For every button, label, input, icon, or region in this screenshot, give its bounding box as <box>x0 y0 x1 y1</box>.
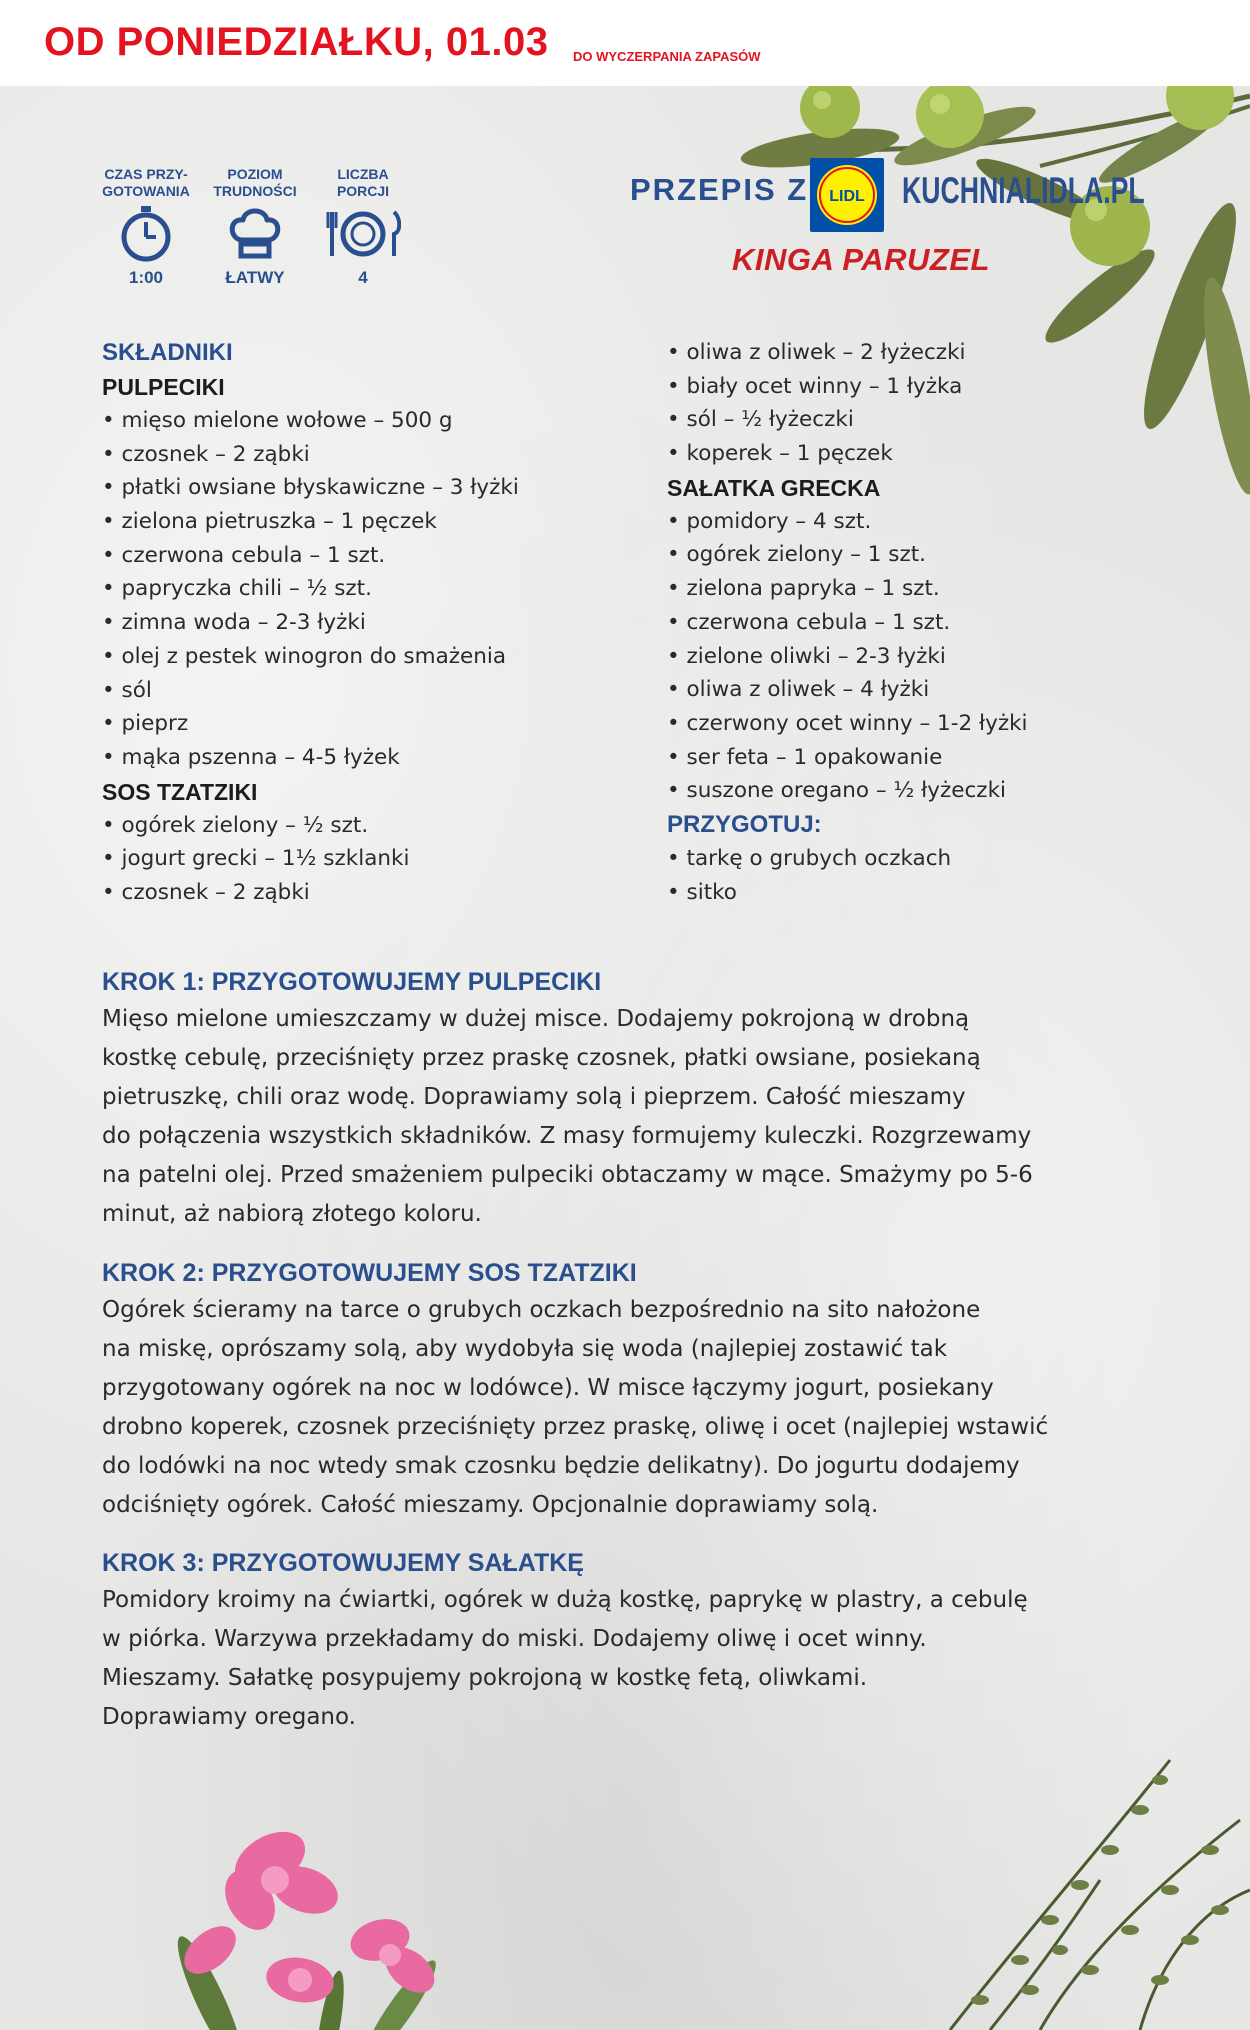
ingredients-right-column <box>667 336 1028 909</box>
stopwatch-icon <box>118 204 174 262</box>
salatka-title: SAŁATKA GRECKA <box>667 474 881 501</box>
step-1-title: KROK 1: PRZYGOTOWUJEMY PULPECIKI <box>102 968 602 996</box>
ingredients-title: SKŁADNIKI <box>102 339 233 366</box>
prep-time-label: CZAS PRZY- GOTOWANIA <box>102 166 190 199</box>
list-item: • suszone oregano – ½ łyżeczki <box>667 778 1006 804</box>
thyme-herb-image <box>920 1740 1250 2030</box>
list-item: • czerwony ocet winny – 1-2 łyżki <box>667 710 1028 736</box>
list-item: • tarkę o grubych oczkach <box>667 845 952 871</box>
difficulty-info <box>205 166 305 288</box>
header-subtitle: DO WYCZERPANIA ZAPASÓW <box>573 49 761 64</box>
list-item: • pomidory – 4 szt. <box>667 508 872 534</box>
list-item: • czerwona cebula – 1 szt. <box>667 609 951 635</box>
step-1-line: minut, aż nabiorą złotego koloru. <box>102 1201 482 1227</box>
list-item: • zielona papryka – 1 szt. <box>667 576 940 602</box>
list-item: • czosnek – 2 ząbki <box>102 879 310 905</box>
list-item: • oliwa z oliwek – 4 łyżki <box>667 677 930 703</box>
recipe-from-label: PRZEPIS Z <box>630 172 809 207</box>
servings-value: 4 <box>358 268 368 287</box>
list-item: • koperek – 1 pęczek <box>667 441 893 467</box>
step-3-line: w piórka. Warzywa przekładamy do miski. Dodajemy oliwę i ocet winny. <box>102 1626 927 1652</box>
step-1-line: kostkę cebulę, przeciśnięty przez praskę czosnek, płatki owsiane, posiekaną <box>102 1045 981 1071</box>
lidl-logo <box>810 158 884 232</box>
svg-text:LIDL: LIDL <box>829 188 865 205</box>
tzatziki-list-continued <box>667 336 1028 471</box>
step-1-line: do połączenia wszystkich składników. Z masy formujemy kuleczki. Rozgrzewamy <box>102 1123 1032 1149</box>
list-item: • sitko <box>667 879 737 905</box>
step-2-line: przygotowany ogórek na noc w lodówce). W misce łączymy jogurt, posiekany <box>102 1375 994 1401</box>
prep-time-value: 1:00 <box>128 268 164 287</box>
difficulty-value: ŁATWY <box>225 268 285 287</box>
step-1-line: Mięso mielone umieszczamy w dużej misce. Dodajemy pokrojoną w drobną <box>102 1006 970 1032</box>
chef-hat-icon <box>227 204 283 262</box>
step-3-line: Doprawiamy oregano. <box>102 1704 356 1730</box>
lidl-logo-circle <box>817 165 877 225</box>
list-item: • czosnek – 2 ząbki <box>102 441 310 467</box>
list-item: • sól <box>102 677 152 703</box>
list-item: • zielona pietruszka – 1 pęczek <box>102 509 437 535</box>
servings-label: LICZBA PORCJI <box>336 166 390 199</box>
header-bar <box>0 0 1250 86</box>
pulpeciki-list <box>102 404 519 775</box>
list-item: • papryczka chili – ½ szt. <box>102 576 372 602</box>
list-item: • mięso mielone wołowe – 500 g <box>102 408 453 433</box>
list-item: • ser feta – 1 opakowanie <box>667 744 943 770</box>
przygotuj-list <box>667 842 1028 909</box>
lidl-logo-wordmark <box>817 165 877 225</box>
list-item: • ogórek zielony – 1 szt. <box>667 542 926 568</box>
ingredients-left-column <box>102 336 519 910</box>
list-item: • zimna woda – 2-3 łyżki <box>102 610 366 636</box>
step-3-line: Pomidory kroimy na ćwiartki, ogórek w dużą kostkę, paprykę w plastry, a cebulę <box>102 1587 1028 1613</box>
step-2-line: do lodówki na noc wtedy smak czosnku będzie delikatny). Do jogurtu dodajemy <box>102 1453 1020 1479</box>
prep-time-info <box>96 166 196 288</box>
list-item: • zielone oliwki – 2-3 łyżki <box>667 643 946 669</box>
site-name: KUCHNIALIDLA.PL <box>902 170 1145 211</box>
step-2 <box>102 1255 1142 1525</box>
list-item: • czerwona cebula – 1 szt. <box>102 542 386 568</box>
pink-flower-image <box>150 1800 490 2030</box>
tzatziki-list <box>102 809 519 910</box>
step-1-line: pietruszkę, chili oraz wodę. Doprawiamy solą i pieprzem. Całość mieszamy <box>102 1084 966 1110</box>
list-item: • mąka pszenna – 4-5 łyżek <box>102 744 400 770</box>
salatka-list <box>667 505 1028 808</box>
przygotuj-title: PRZYGOTUJ: <box>667 810 822 838</box>
list-item: • ogórek zielony – ½ szt. <box>102 812 369 838</box>
step-2-title: KROK 2: PRZYGOTOWUJEMY SOS TZATZIKI <box>102 1259 637 1287</box>
list-item: • jogurt grecki – 1½ szklanki <box>102 846 410 872</box>
step-3 <box>102 1545 1142 1737</box>
list-item: • olej z pestek winogron do smażenia <box>102 643 507 669</box>
list-item: • sól – ½ łyżeczki <box>667 407 854 433</box>
step-3-line: Mieszamy. Sałatkę posypujemy pokrojoną w kostkę fetą, oliwkami. <box>102 1665 868 1691</box>
step-2-line: odciśnięty ogórek. Całość mieszamy. Opcjonalnie doprawiamy solą. <box>102 1492 879 1518</box>
pulpeciki-title: PULPECIKI <box>102 374 225 400</box>
step-2-line: Ogórek ścieramy na tarce o grubych oczkach bezpośrednio na sito nałożone <box>102 1297 981 1323</box>
difficulty-label: POZIOM TRUDNOŚCI <box>213 166 297 199</box>
list-item: • oliwa z oliwek – 2 łyżeczki <box>667 340 966 365</box>
step-1 <box>102 964 1142 1234</box>
step-1-line: na patelni olej. Przed smażeniem pulpeciki obtaczamy w mące. Smażymy po 5-6 <box>102 1162 1033 1188</box>
header-title: OD PONIEDZIAŁKU, 01.03 <box>44 20 549 64</box>
plate-cutlery-icon <box>325 204 401 262</box>
author-name: KINGA PARUZEL <box>732 242 990 277</box>
list-item: • biały ocet winny – 1 łyżka <box>667 373 963 399</box>
list-item: • pieprz <box>102 711 189 737</box>
list-item: • płatki owsiane błyskawiczne – 3 łyżki <box>102 475 519 501</box>
tzatziki-title: SOS TZATZIKI <box>102 778 258 805</box>
servings-info <box>313 166 413 288</box>
step-2-line: drobno koperek, czosnek przeciśnięty przez praskę, oliwę i ocet (najlepiej wstawić <box>102 1414 1049 1440</box>
step-3-title: KROK 3: PRZYGOTOWUJEMY SAŁATKĘ <box>102 1549 584 1577</box>
step-2-line: na miskę, oprószamy solą, aby wydobyła się woda (najlepiej zostawić tak <box>102 1336 948 1362</box>
